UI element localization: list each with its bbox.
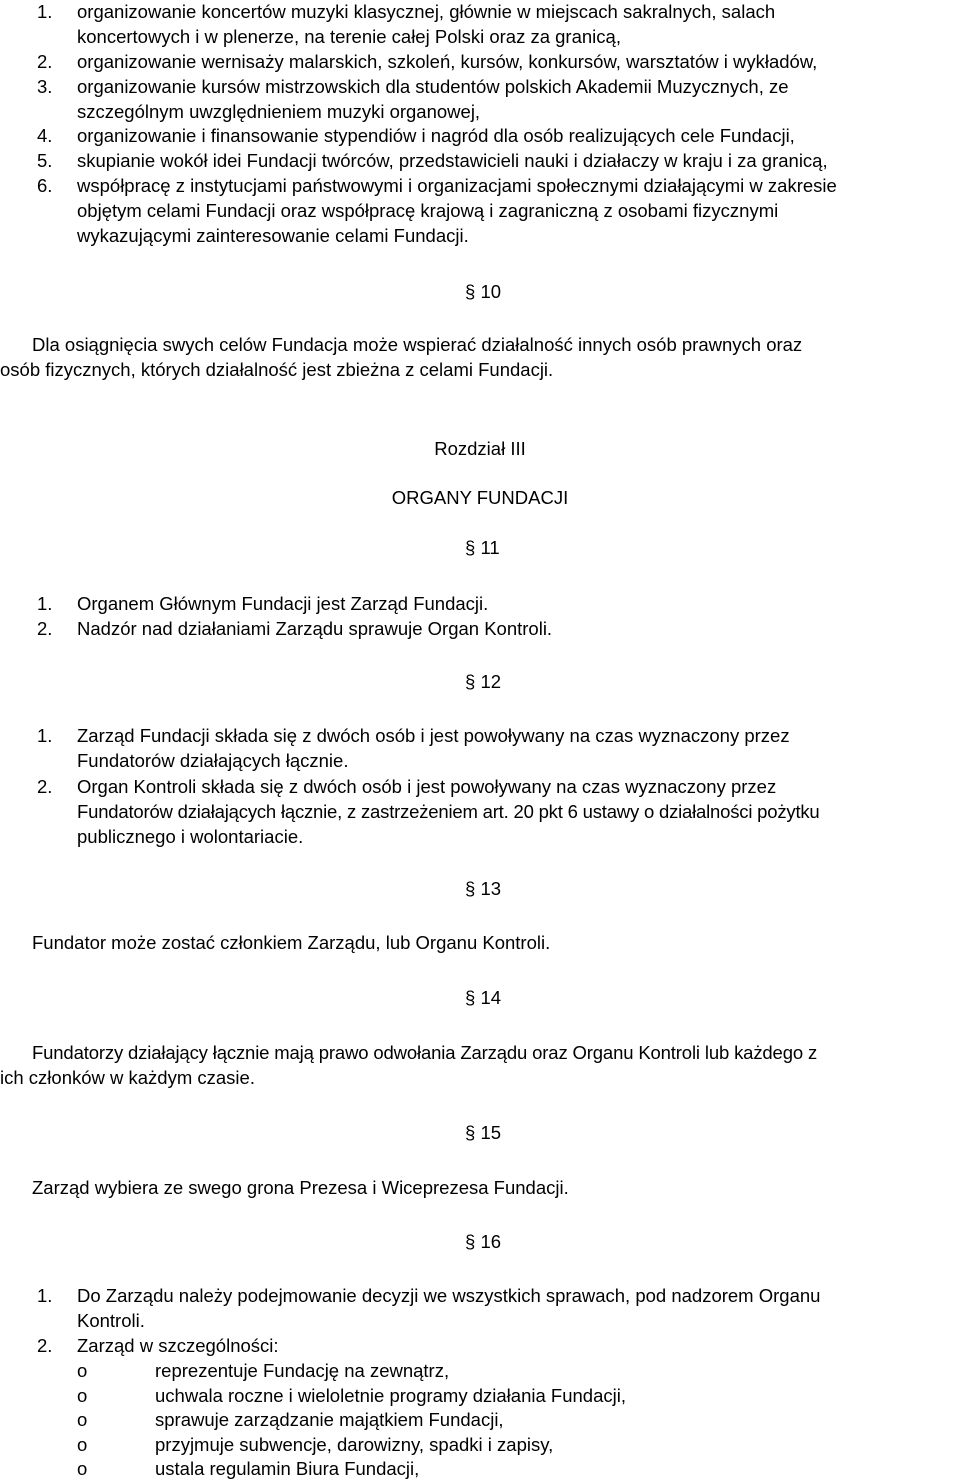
list-text: organizowanie koncertów muzyki klasycznej, głównie w miejscach sakralnych, salach: [77, 1, 776, 22]
list-number: 1.: [37, 593, 53, 614]
paragraph: [0, 333, 960, 382]
list-text: Do Zarządu należy podejmowanie decyzji we wszystkich sprawach, pod nadzorem Organu: [77, 1285, 821, 1306]
section-sign: §: [465, 281, 476, 302]
bullet-marker: o: [77, 1360, 88, 1381]
bullet-text: ustala regulamin Biura Fundacji,: [155, 1458, 420, 1479]
list-text: Zarząd Fundacji składa się z dwóch osób i jest powoływany na czas wyznaczony przez: [77, 725, 790, 746]
section-sign: §: [465, 671, 476, 692]
section-heading: [465, 670, 501, 695]
section-number: 12: [480, 671, 502, 692]
list-text: organizowanie kursów mistrzowskich dla studentów polskich Akademii Muzycznych, ze: [77, 76, 789, 97]
paragraph-line: ich członków w każdym czasie.: [0, 1066, 255, 1088]
list-text: Organ Kontroli składa się z dwóch osób i jest powoływany na czas wyznaczony przez: [77, 776, 777, 797]
list-number: 5.: [37, 150, 53, 171]
paragraph-line: Dla osiągnięcia swych celów Fundacja może wspierać działalność innych osób prawnych oraz: [32, 334, 803, 355]
bullet-marker: o: [77, 1409, 88, 1430]
section-sign: §: [465, 878, 476, 899]
list-text: wykazującymi zainteresowanie celami Fundacji.: [77, 225, 469, 246]
bullet-text: reprezentuje Fundację na zewnątrz,: [155, 1360, 450, 1381]
list-number: 2.: [37, 618, 53, 639]
list-text: Kontroli.: [77, 1310, 145, 1331]
bullet-marker: o: [77, 1434, 88, 1455]
list-number: 2.: [37, 1335, 53, 1356]
section-sign: §: [465, 987, 476, 1008]
list-text: współpracę z instytucjami państwowymi i organizacjami społecznymi działającymi w zakresie: [77, 175, 837, 196]
list-number: 1.: [37, 725, 53, 746]
section-heading: [465, 536, 500, 561]
list-text: koncertowych i w plenerze, na terenie całej Polski oraz za granicą,: [77, 26, 621, 47]
paragraph-line: Fundatorzy działający łącznie mają prawo odwołania Zarządu oraz Organu Kontroli lub każdego z: [32, 1042, 818, 1063]
list-number: 2.: [37, 51, 53, 72]
section-sign: §: [465, 1122, 476, 1143]
list-number: 2.: [37, 776, 53, 797]
list-text: szczególnym uwzględnieniem muzyki organowej,: [77, 101, 481, 122]
section-number: 13: [480, 878, 502, 899]
section-heading: [465, 1230, 501, 1255]
section-heading: [465, 1121, 501, 1146]
bullet-marker: o: [77, 1385, 88, 1406]
paragraph: [0, 1041, 960, 1090]
list-number: 1.: [37, 1285, 53, 1306]
list-text: objętym celami Fundacji oraz współpracę krajową i zagraniczną z osobami fizycznymi: [77, 200, 779, 221]
section-number: 16: [480, 1231, 502, 1252]
chapter-subtitle: ORGANY FUNDACJI: [391, 487, 569, 508]
bullet-text: sprawuje zarządzanie majątkiem Fundacji,: [155, 1409, 504, 1430]
section-heading: [465, 986, 501, 1011]
section-sign: §: [465, 537, 476, 558]
paragraph-line: Fundator może zostać członkiem Zarządu, lub Organu Kontroli.: [32, 932, 551, 953]
paragraph-line: osób fizycznych, których działalność jest zbieżna z celami Fundacji.: [0, 358, 554, 380]
section-number: 11: [480, 537, 500, 558]
paragraph: [0, 931, 960, 956]
section-number: 10: [480, 281, 502, 302]
list-text: organizowanie wernisaży malarskich, szkoleń, kursów, konkursów, warsztatów i wykładów,: [77, 51, 818, 72]
section-number: 15: [480, 1122, 502, 1143]
list-text: organizowanie i finansowanie stypendiów i nagród dla osób realizujących cele Fundacji,: [77, 125, 795, 146]
paragraph-line: Zarząd wybiera ze swego grona Prezesa i Wiceprezesa Fundacji.: [32, 1177, 569, 1198]
section-heading: [465, 280, 501, 305]
list-text: Fundatorów działających łącznie, z zastrzeżeniem art. 20 pkt 6 ustawy o działalności pożytku: [77, 801, 820, 822]
list-text: Organem Głównym Fundacji jest Zarząd Fundacji.: [77, 593, 489, 614]
bullet-text: przyjmuje subwencje, darowizny, spadki i zapisy,: [155, 1434, 554, 1455]
list-text: Zarząd w szczególności:: [77, 1335, 279, 1356]
list-text: Nadzór nad działaniami Zarządu sprawuje Organ Kontroli.: [77, 618, 553, 639]
list-text: Fundatorów działających łącznie.: [77, 750, 349, 771]
list-number: 3.: [37, 76, 53, 97]
section-sign: §: [465, 1231, 476, 1252]
section-heading: [465, 877, 501, 902]
list-text: skupianie wokół idei Fundacji twórców, przedstawicieli nauki i działaczy w kraju i za granicą,: [77, 150, 828, 171]
list-number: 1.: [37, 1, 53, 22]
chapter-title: Rozdział III: [434, 438, 526, 459]
list-text: publicznego i wolontariacie.: [77, 826, 304, 847]
bullet-marker: o: [77, 1458, 88, 1479]
list-number: 4.: [37, 125, 53, 146]
list-number: 6.: [37, 175, 53, 196]
bullet-text: uchwala roczne i wieloletnie programy działania Fundacji,: [155, 1385, 626, 1406]
paragraph: [0, 1176, 960, 1201]
section-number: 14: [480, 987, 502, 1008]
